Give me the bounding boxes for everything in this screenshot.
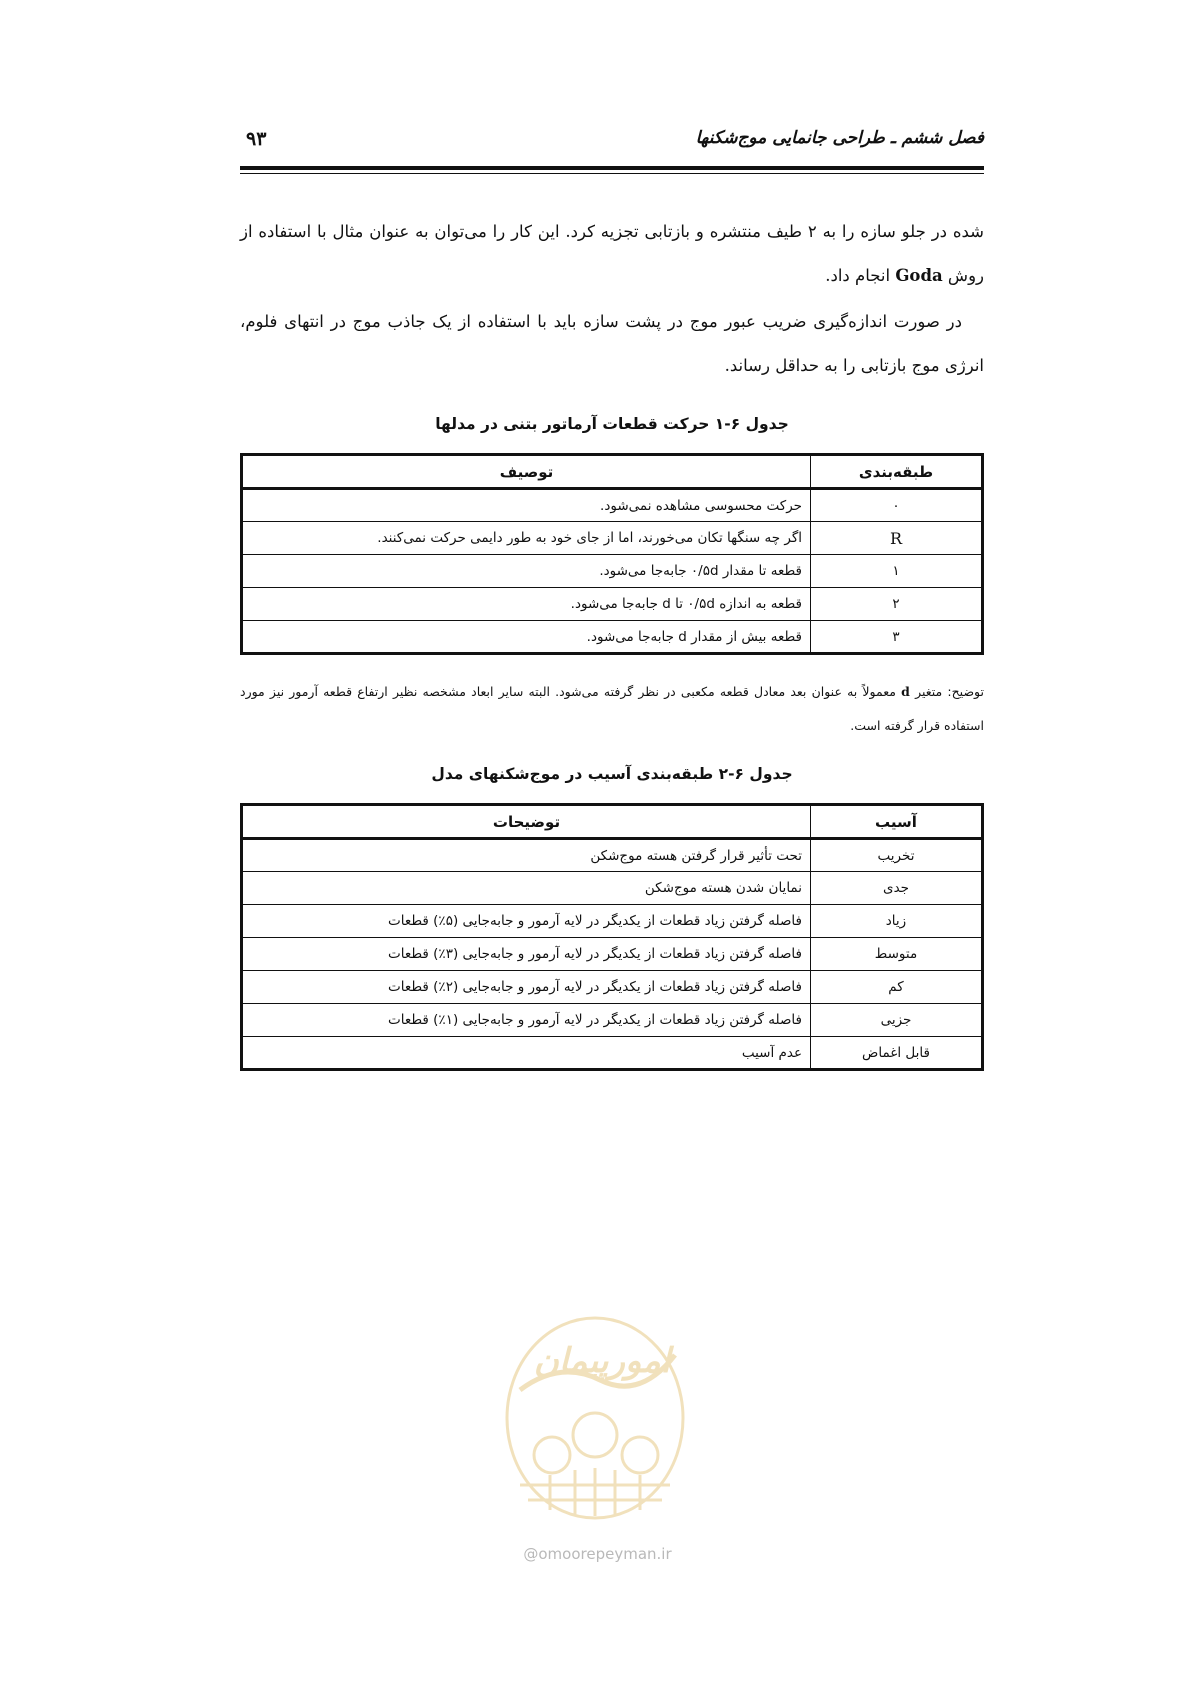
row-class: ۳ [811,621,983,654]
table-row [242,522,983,555]
paragraph-1 [240,210,984,298]
paragraph-2: در صورت اندازه‌گیری ضریب عبور موج در پشت سازه باید با استفاده از یک جاذب موج در انتهای فلوم، انرژی موج بازتابی را به حداقل رساند. [240,312,984,375]
watermark-logo-text: امورپیمان [533,1341,671,1381]
row-class: جزیی [811,1004,983,1037]
goda-method-term: Goda [895,266,943,285]
row-class: متوسط [811,938,983,971]
table-row [242,938,983,971]
row-desc: فاصله گرفتن زیاد قطعات از یکدیگر در لایه آرمور و جابه‌جایی (۵٪) قطعات [242,905,811,938]
table-row [242,489,983,522]
row-class: ۰ [811,489,983,522]
table-row [242,555,983,588]
watermark-logo-icon [490,1300,700,1530]
row-class: تخریب [811,839,983,872]
row-desc: فاصله گرفتن زیاد قطعات از یکدیگر در لایه آرمور و جابه‌جایی (۳٪) قطعات [242,938,811,971]
row-desc: قطعه به اندازه ۰/۵d تا d جابه‌جا می‌شود. [242,588,811,621]
row-class: ۱ [811,555,983,588]
table-row [242,1004,983,1037]
row-desc: قطعه تا مقدار ۰/۵d جابه‌جا می‌شود. [242,555,811,588]
row-class: کم [811,971,983,1004]
damage-classification-table [240,803,984,1071]
watermark-url: @omoorepeyman.ir [523,1545,672,1563]
table-row [242,621,983,654]
row-desc: حرکت محسوسی مشاهده نمی‌شود. [242,489,811,522]
table-1-footnote [240,675,984,743]
footnote-variable: d [901,684,910,699]
header-rule-thin [240,173,984,174]
table-row [242,905,983,938]
row-class: زیاد [811,905,983,938]
row-desc: نمایان شدن هسته موج‌شکن [242,872,811,905]
header-rule-thick [240,166,984,170]
row-desc: فاصله گرفتن زیاد قطعات از یکدیگر در لایه آرمور و جابه‌جایی (۲٪) قطعات [242,971,811,1004]
row-desc: تحت تأثیر قرار گرفتن هسته موج‌شکن [242,839,811,872]
row-class: جدی [811,872,983,905]
paragraph-1-end: انجام داد. [825,266,891,285]
header-damage: آسیب [811,805,983,839]
chapter-title: فصل ششم ـ طراحی جانمایی موج‌شکنها [695,128,984,148]
row-class: R [811,522,983,555]
table-header-row [242,455,983,489]
table-1-caption: جدول ۶-۱ حرکت قطعات آرماتور بتنی در مدلها [435,415,789,433]
row-desc: عدم آسیب [242,1037,811,1070]
table-header-row [242,805,983,839]
table-row [242,1037,983,1070]
row-desc: اگر چه سنگها تکان می‌خورند، اما از جای خود به طور دایمی حرکت نمی‌کنند. [242,522,811,555]
paragraph-1-text: شده در جلو سازه را به ۲ طیف منتشره و بازتابی تجزیه کرد. این کار را می‌توان به عنوان مثال با استفاده از روش [240,222,984,285]
row-desc: فاصله گرفتن زیاد قطعات از یکدیگر در لایه آرمور و جابه‌جایی (۱٪) قطعات [242,1004,811,1037]
table-row [242,971,983,1004]
page-number: ۹۳ [246,128,267,150]
row-class: قابل اغماض [811,1037,983,1070]
armor-movement-table [240,453,984,655]
footnote-rest: معمولاً به عنوان بعد معادل قطعه مکعبی در نظر گرفته می‌شود. البته سایر ابعاد مشخصه نظیر ارتفاع قطعه آرمور نیز مورد استفاده قرار گرفته است. [240,684,984,733]
table-row [242,839,983,872]
footnote-prefix: توضیح: متغیر [915,684,984,699]
header-description: توصیف [242,455,811,489]
row-desc: قطعه بیش از مقدار d جابه‌جا می‌شود. [242,621,811,654]
table-row [242,872,983,905]
table-row [242,588,983,621]
header-classification: طبقه‌بندی [811,455,983,489]
table-2-caption: جدول ۶-۲ طبقه‌بندی آسیب در موج‌شکنهای مدل [431,765,793,783]
row-class: ۲ [811,588,983,621]
page-header [240,128,984,164]
header-explanations: توضیحات [242,805,811,839]
